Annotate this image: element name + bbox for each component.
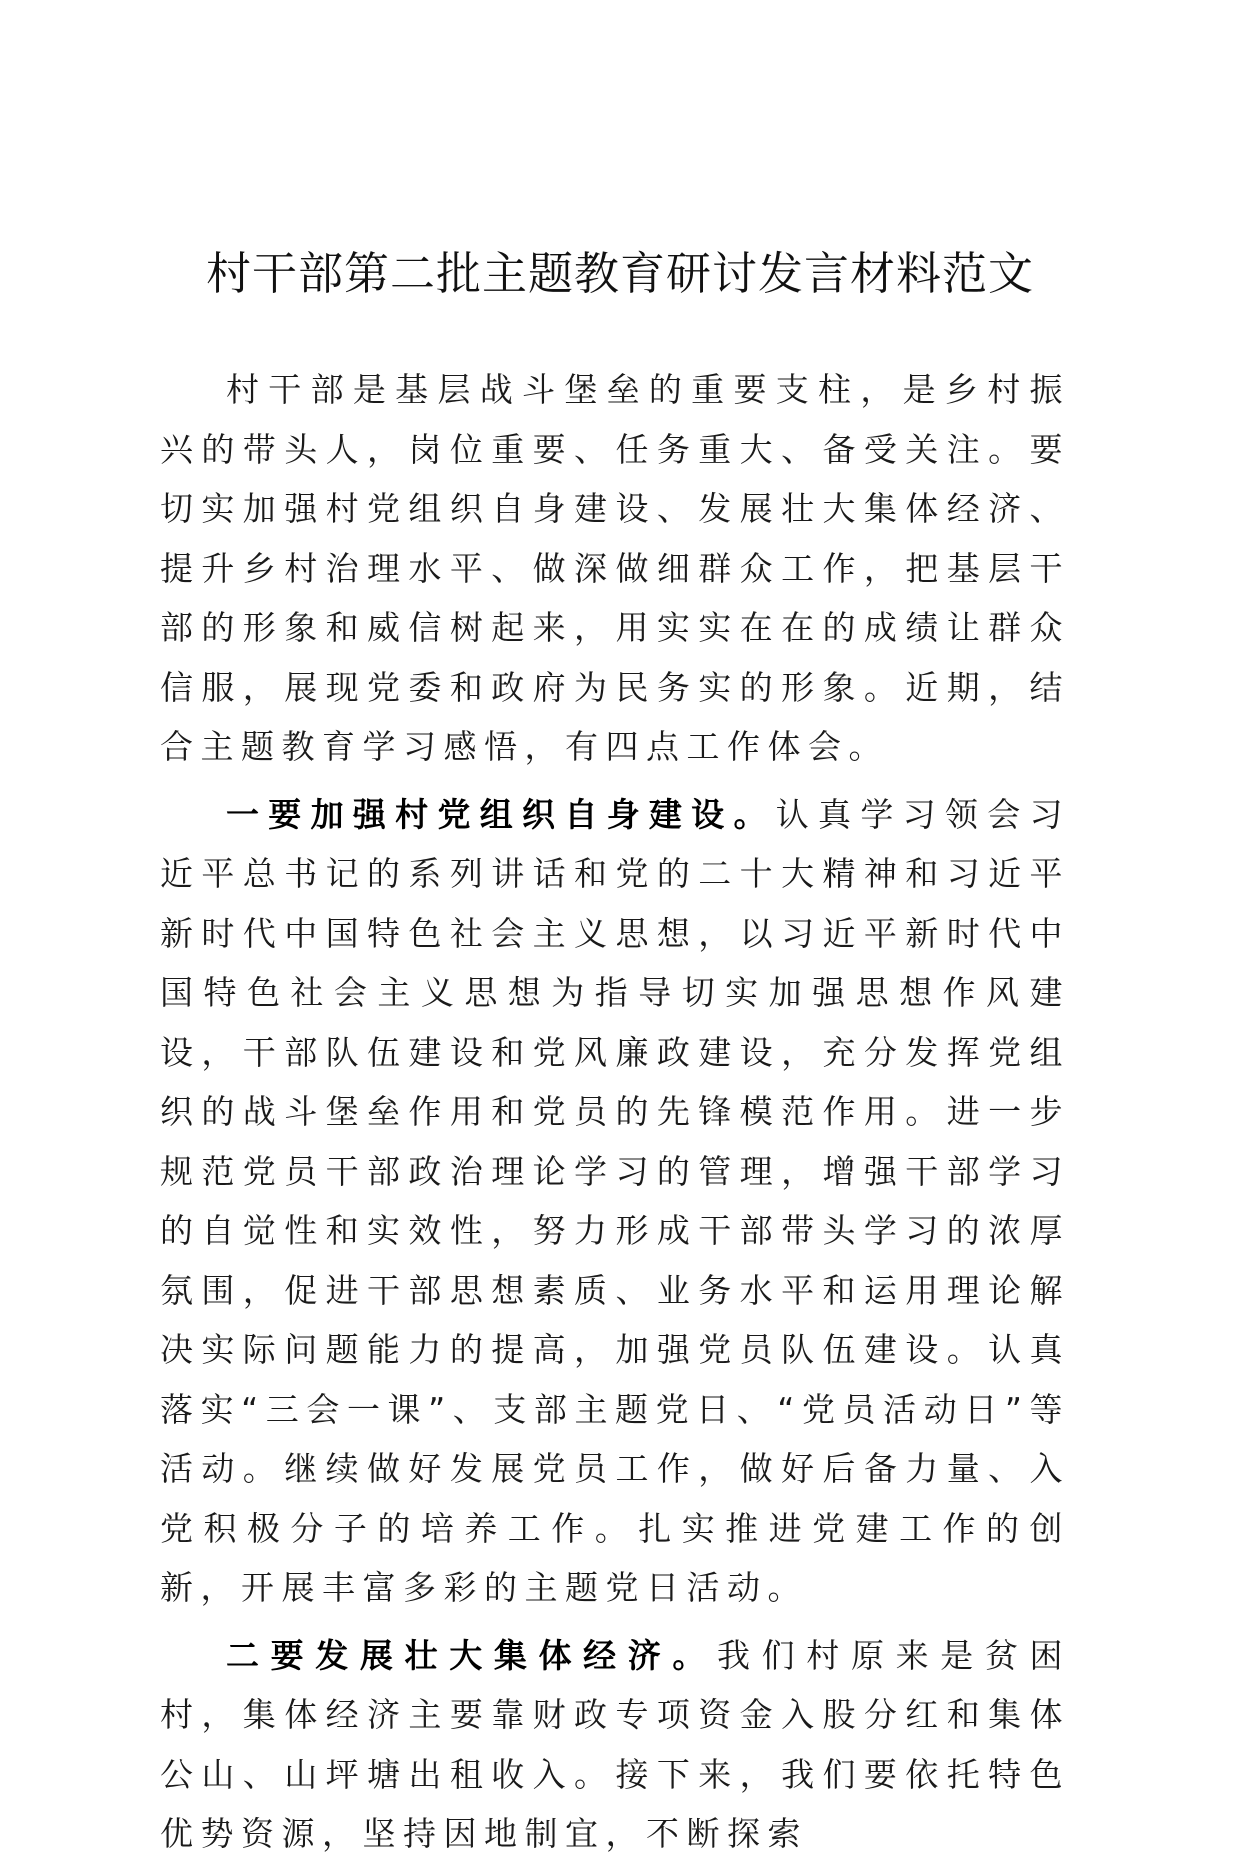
intro-paragraph: 村干部是基层战斗堡垒的重要支柱，是乡村振兴的带头人，岗位重要、任务重大、备受关注。要切实加强村党组织自身建设、发展壮大集体经济、提升乡村治理水平、做深做细群众工作，把基层干部的形象和威信树起来，用实实在在的成绩让群众信服，展现党委和政府为民务实的形象。近期，结合主题教育学习感悟，有四点工作体会。 — [160, 370, 1070, 766]
document-body — [160, 360, 1070, 1864]
document-title: 村干部第二批主题教育研讨发言材料范文 — [205, 247, 1034, 300]
section-body-1: 认真学习领会习近平总书记的系列讲话和党的二十大精神和习近平新时代中国特色社会主义思想，以习近平新时代中国特色社会主义思想为指导切实加强思想作风建设，干部队伍建设和党风廉政建设，充分发挥党组织的战斗堡垒作用和党员的先锋模范作用。进一步规范党员干部政治理论学习的管理，增强干部学习的自觉性和实效性，努力形成干部带头学习的浓厚氛围，促进干部思想素质、业务水平和运用理论解决实际问题能力的提高，加强党员队伍建设。认真落实“三会一课”、支部主题党日、“党员活动日”等活动。继续做好发展党员工作，做好后备力量、入党积极分子的培养工作。扎实推进党建工作的创新，开展丰富多彩的主题党日活动。 — [160, 794, 1071, 1607]
section-paragraph-2 — [160, 1626, 1070, 1864]
section-heading-1: 一要加强村党组织自身建设。 — [226, 794, 776, 834]
section-body-2: 我们村原来是贫困村，集体经济主要靠财政专项资金入股分红和集体公山、山坪塘出租收入。接下来，我们要依托特色优势资源，坚持因地制宜，不断探索 — [160, 1635, 1071, 1853]
section-paragraph-1 — [160, 785, 1070, 1618]
section-heading-2: 二要发展壮大集体经济。 — [226, 1635, 718, 1675]
